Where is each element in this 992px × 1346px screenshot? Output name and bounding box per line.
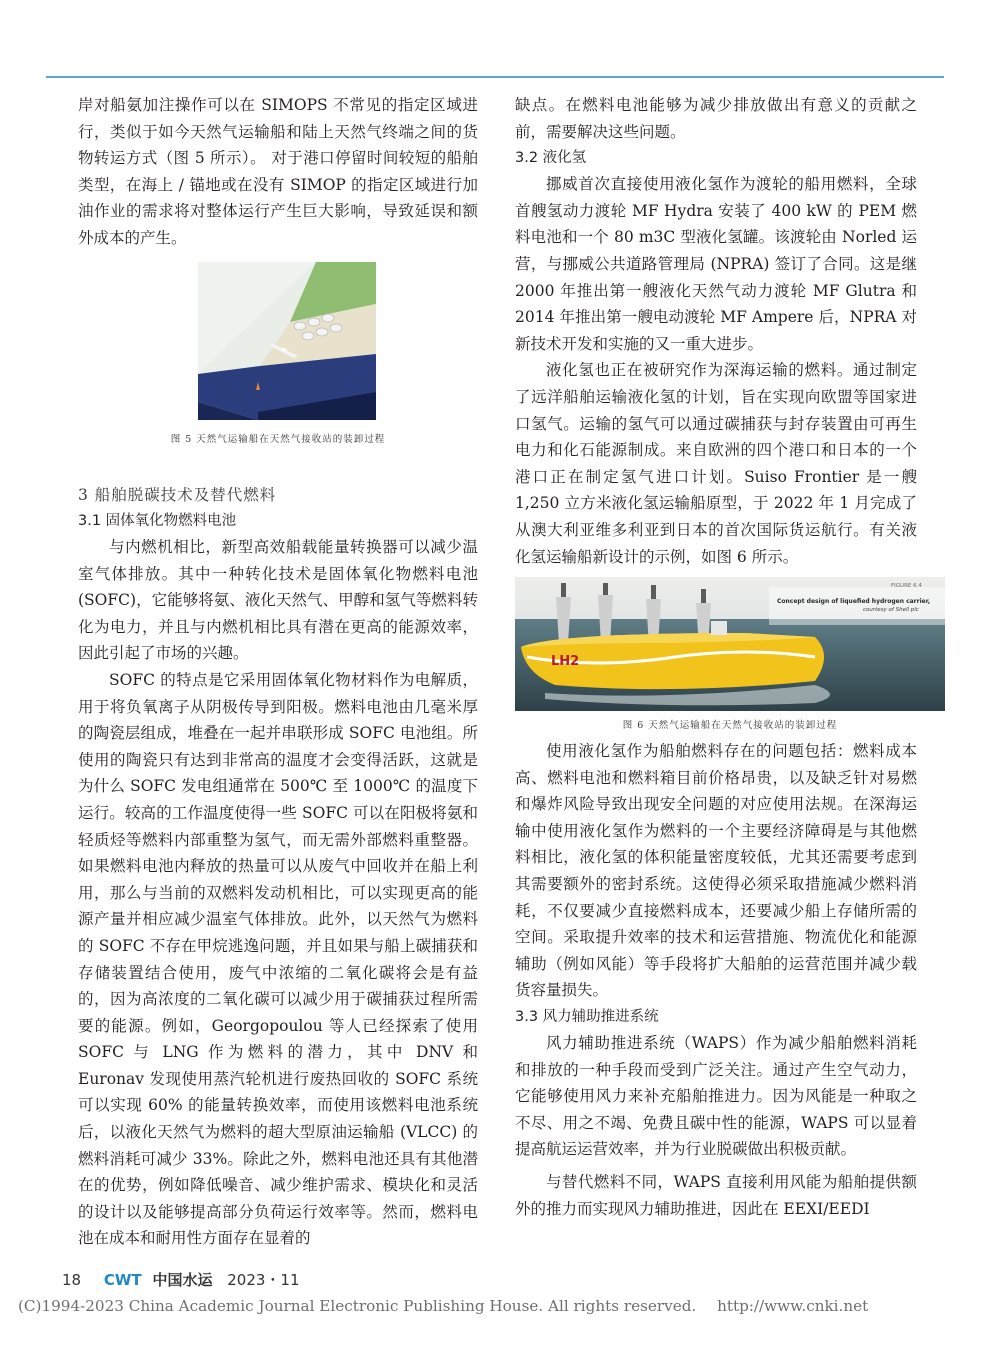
right-column: [515, 92, 917, 570]
paragraph: 挪威首次直接使用液化氢作为渡轮的船用燃料，全球首艘氢动力渡轮 MF Hydra 安装了 400 kW 的 PEM 燃料电池和一个 80 m3C 型液化氢罐。该渡轮由 Norled 运营，与挪威公共道路管理局 (NPRA) 签订了合同。这是继 2000 年推出第一艘液化天然气动力渡轮 MF Glutra 和 2014 年推出第一艘电动渡轮 MF Ampere 后，NPRA 对新技术开发和实施的又一重大进步。: [515, 175, 917, 353]
paragraph: 岸对船氨加注操作可以在 SIMOPS 不常见的指定区域进行，类似于如今天然气运输船和陆上天然气终端之间的货物转运方式（图 5 所示）。 对于港口停留时间较短的船舶类型，在海上 / 锚地或在没有 SIMOP 的指定区域进行加油作业的需求将对整体运行产生巨大影响，导致延误和额外成本的产生。: [78, 96, 478, 247]
left-column: [78, 92, 478, 252]
paragraph: 液化氢也正在被研究作为深海运输的燃料。通过制定了远洋船舶运输液化氢的计划，旨在实现向欧盟等国家进口氢气。运输的氢气可以通过碳捕获与封存装置由可再生电力和化石能源制成。来自欧洲的四个港口和日本的一个港口正在制定氢气进口计划。Suiso Frontier 是一艘 1,250 立方米液化氢运输船原型，于 2022 年 1 月完成了从澳大利亚维多利亚到日本的首次国际货运航行。有关液化氢运输船新设计的示例，如图 6 所示。: [515, 361, 917, 566]
figure-6-inset-label: FIGURE 6.4: [891, 583, 922, 589]
subsection-3-1-heading: 3.1 固体氧化物燃料电池: [78, 513, 237, 529]
figure-6-inset-title: Concept design of liquefied hydrogen carrier,: [777, 598, 931, 605]
figure-6-caption: 图 6 天然气运输船在天然气接收站的装卸过程: [622, 720, 838, 731]
section-3-heading: 3 船舶脱碳技术及替代燃料: [78, 486, 277, 504]
paragraph: 缺点。在燃料电池能够为减少排放做出有意义的贡献之前，需要解决这些问题。: [515, 96, 917, 141]
figure-6-inset-courtesy: courtesy of Shell plc: [863, 607, 919, 613]
paragraph: SOFC 的特点是它采用固体氧化物材料作为电解质，用于将负氧离子从阴极传导到阳极。燃料电池由几毫米厚的陶瓷层组成，堆叠在一起并串联形成 SOFC 电池组。所使用的陶瓷只有达到非常高的温度才会变得活跃，这就是为什么 SOFC 发电组通常在 500℃ 至 1000℃ 的温度下运行。较高的工作温度使得一些 SOFC 可以在阳极将氨和轻质烃等燃料内部重整为氢气，而无需外部燃料重整器。如果燃料电池内释放的热量可以从废气中回收并在船上利用，那么与当前的双燃料发动机相比，可以实现更高的能源产量并相应减少温室气体排放。此外，以天然气为燃料的 SOFC 不存在甲烷逃逸问题，并且如果与船上碳捕获和存储装置结合使用，废气中浓缩的二氧化碳将会是有益的，因为高浓度的二氧化碳可以减少用于碳捕获过程所需要的能源。例如，Georgopoulou 等人已经探索了使用 SOFC 与 LNG 作为燃料的潜力，其中 DNV 和 Euronav 发现使用蒸汽轮机进行废热回收的 SOFC 系统可以实现 60% 的能量转换效率，而使用该燃料电池系统后，以液化天然气为燃料的超大型原油运输船 (VLCC) 的燃料消耗可减少 33%。除此之外，燃料电池还具有其他潜在的优势，例如降低噪音、减少维护需求、模块化和灵活的设计以及能够提高部分负荷运行效率等。然而，燃料电池在成本和耐用性方面存在显着的: [78, 670, 478, 1248]
figure-6-hydrogen-carrier-illustration: [515, 577, 945, 711]
subsection-3-2-heading: 3.2 液化氢: [515, 150, 587, 167]
journal-logo: CWT: [103, 1271, 142, 1289]
paragraph: 风力辅助推进系统（WAPS）作为减少船舶燃料消耗和排放的一种手段而受到广泛关注。通过产生空气动力，它能够使用风力来补充船舶推进力。因为风能是一种取之不尽、用之不竭、免费且碳中性的能源，WAPS 可以显着提高航运运营效率，并为行业脱碳做出积极贡献。: [515, 1033, 917, 1159]
figure-5-lng-terminal-illustration: [198, 262, 376, 420]
journal-name: 中国水运: [152, 1271, 213, 1289]
paragraph: 与内燃机相比，新型高效船载能量转换器可以减少温室气体排放。其中一种转化技术是固体氧化物燃料电池 (SOFC)，它能够将氨、液化天然气、甲醇和氢气等燃料转化为电力，并且与内燃机相比具有潜在更高的能源效率，因此引起了市场的兴趣。: [78, 538, 478, 663]
copyright-notice: [18, 1297, 868, 1315]
copyright-url[interactable]: http://www.cnki.net: [717, 1297, 869, 1315]
copyright-text: (C)1994-2023 China Academic Journal Electronic Publishing House. All rights reserved.: [18, 1297, 697, 1315]
journal-issue: 2023・11: [227, 1271, 300, 1289]
paragraph: 使用液化氢作为船舶燃料存在的问题包括：燃料成本高、燃料电池和燃料箱目前价格昂贵，以及缺乏针对易燃和爆炸风险导致出现安全问题的对应使用法规。在深海运输中使用液化氢作为燃料的一个主要经济障碍是与其他燃料相比，液化氢的体积能量密度较低，尤其还需要考虑到其需要额外的密封系统。这使得必须采取措施减少燃料消耗，不仅要减少直接燃料成本，还要减少船上存储所需的空间。采取提升效率的技术和运营措施、物流优化和能源辅助（例如风能）等手段将扩大船舶的运营范围并减少载货容量损失。: [515, 742, 917, 1000]
paragraph: 与替代燃料不同，WAPS 直接利用风能为船舶提供额外的推力而实现风力辅助推进，因此在 EEXI/EEDI: [515, 1172, 917, 1218]
page-footer: [62, 1269, 300, 1290]
page-number: 18: [62, 1271, 82, 1289]
figure-5-caption: 图 5 天然气运输船在天然气接收站的装卸过程: [170, 434, 386, 445]
header-rule: [46, 76, 944, 78]
left-column-lower: [78, 474, 478, 1252]
right-column-lower: [515, 738, 917, 1222]
hull-lh2-text: LH2: [551, 654, 580, 669]
subsection-3-3-heading: 3.3 风力辅助推进系统: [515, 1008, 659, 1025]
